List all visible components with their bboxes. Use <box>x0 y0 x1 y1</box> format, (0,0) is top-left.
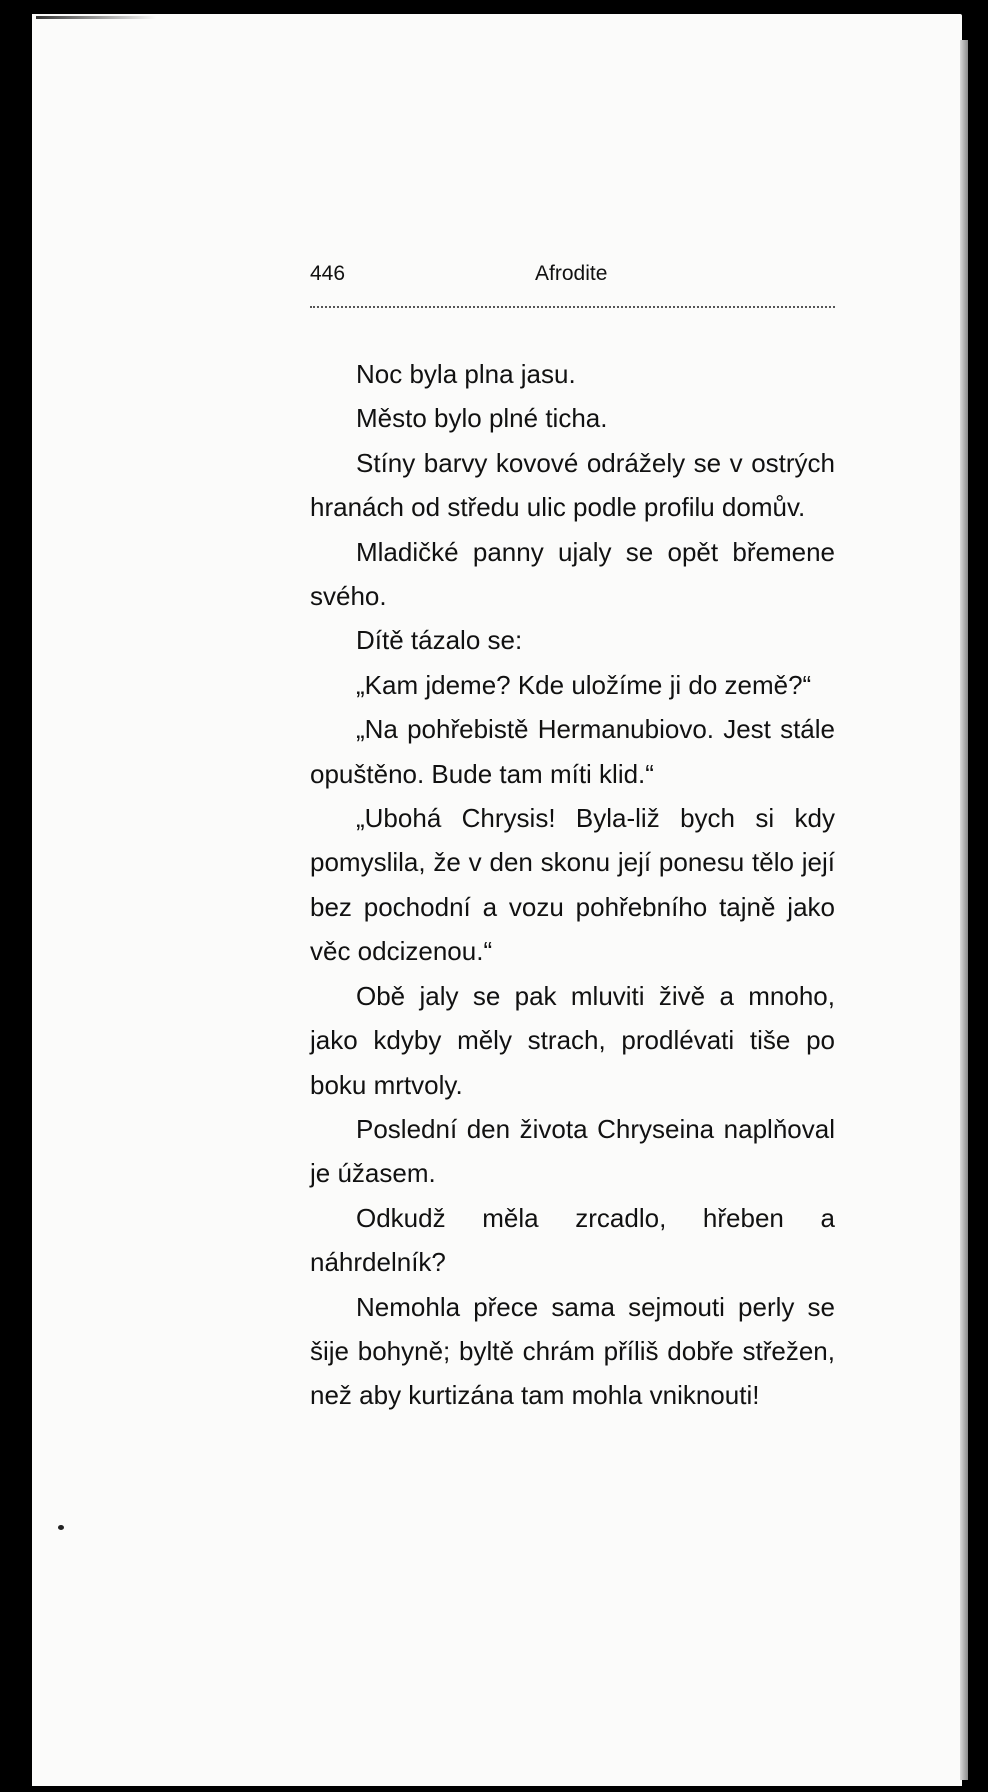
paragraph: Město bylo plné ticha. <box>356 403 608 434</box>
paragraph: Odkudž měla zrcadlo, hřeben a náhrdelník? <box>310 1202 835 1278</box>
body-text <box>310 352 835 1418</box>
running-header <box>310 262 835 302</box>
page-edge-shadow <box>960 40 968 1780</box>
paragraph: Obě jaly se pak mluviti živě a mnoho, jako kdyby měly strach, prodlévati tiše po boku mrtvoly. <box>310 980 835 1100</box>
paragraph: „Na pohřebistě Hermanubiovo. Jest stále opuštěno. Bude tam míti klid.“ <box>310 714 835 789</box>
paragraph: Dítě tázalo se: <box>356 625 523 656</box>
page-number: 446 <box>310 262 346 285</box>
header-rule <box>310 306 835 308</box>
paragraph: Noc byla plna jasu. <box>356 359 576 389</box>
paragraph: „Kam jdeme? Kde uložíme ji do země?“ <box>356 669 812 700</box>
paragraph: Stíny barvy kovové odrážely se v ostrých hranách od středu ulic podle profilu domův. <box>310 447 835 523</box>
stray-ink-dot <box>58 1525 64 1530</box>
scan-corner-mark <box>36 16 156 19</box>
paragraph: Poslední den života Chryseina naplňoval je úžasem. <box>310 1113 835 1189</box>
paragraph: Mladičké panny ujaly se opět břemene svého. <box>310 536 835 612</box>
paragraph: „Ubohá Chrysis! Byla-liž bych si kdy pomyslila, že v den skonu její ponesu tělo její bez pochodní a vozu pohřebního tajně jako věc odcizenou.“ <box>310 803 835 967</box>
running-title: Afrodite <box>535 262 608 285</box>
paragraph: Nemohla přece sama sejmouti perly se šije bohyně; byltě chrám příliš dobře střežen, než aby kurtizána tam mohla vniknouti! <box>310 1291 835 1411</box>
